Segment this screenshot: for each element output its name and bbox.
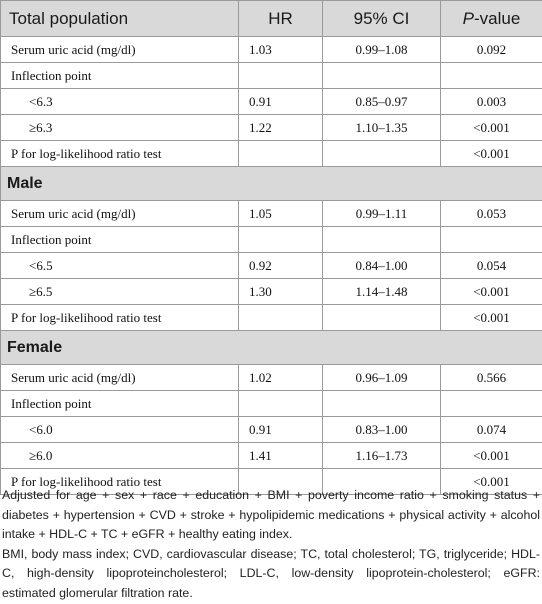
hr-value: 0.91 (239, 417, 323, 443)
hr-value (239, 391, 323, 417)
p-value: 0.074 (441, 417, 542, 443)
row-label: ≥6.5 (1, 279, 239, 305)
hr-value: 1.03 (239, 37, 323, 63)
hr-value (239, 305, 323, 331)
p-value: <0.001 (441, 305, 542, 331)
table-row (1, 417, 542, 443)
row-label: Inflection point (1, 227, 239, 253)
table-row (1, 63, 542, 89)
ci-value: 1.14–1.48 (323, 279, 441, 305)
hr-value: 1.05 (239, 201, 323, 227)
row-label: P for log-likelihood ratio test (1, 141, 239, 167)
p-value: 0.054 (441, 253, 542, 279)
hr-value (239, 141, 323, 167)
section-header-male (1, 167, 542, 201)
section-title: Male (1, 167, 542, 201)
p-value: 0.092 (441, 37, 542, 63)
p-value (441, 63, 542, 89)
table-header-row (1, 1, 542, 37)
table-row (1, 443, 542, 469)
hr-value: 1.22 (239, 115, 323, 141)
row-label: P for log-likelihood ratio test (1, 305, 239, 331)
table-row (1, 115, 542, 141)
ci-value: 0.83–1.00 (323, 417, 441, 443)
hr-value: 0.92 (239, 253, 323, 279)
ci-value: 0.99–1.11 (323, 201, 441, 227)
ci-value (323, 391, 441, 417)
row-label: <6.0 (1, 417, 239, 443)
ci-value: 0.85–0.97 (323, 89, 441, 115)
row-label: <6.3 (1, 89, 239, 115)
header-hr: HR (239, 1, 323, 37)
p-value (441, 227, 542, 253)
table-row (1, 365, 542, 391)
row-label: Inflection point (1, 63, 239, 89)
table-row (1, 141, 542, 167)
hr-value: 1.41 (239, 443, 323, 469)
p-value: <0.001 (441, 469, 542, 495)
ci-value (323, 227, 441, 253)
hr-value: 1.02 (239, 365, 323, 391)
header-p-letter: P (462, 8, 475, 28)
p-value: 0.003 (441, 89, 542, 115)
p-value: <0.001 (441, 443, 542, 469)
row-label: Inflection point (1, 391, 239, 417)
footnote-abbreviations: BMI, body mass index; CVD, cardiovascular disease; TC, total cholesterol; TG, triglyceride; HDL-C, high-density lipoproteincholesterol; LDL-C, low-density lipoprotein-cholesterol; eGFR: estimated glomerular filtration rate. (2, 546, 540, 600)
section-header-female (1, 331, 542, 365)
row-label: Serum uric acid (mg/dl) (1, 201, 239, 227)
row-label: ≥6.3 (1, 115, 239, 141)
p-value: <0.001 (441, 115, 542, 141)
ci-value (323, 141, 441, 167)
section-title: Female (1, 331, 542, 365)
table-row (1, 279, 542, 305)
row-label: ≥6.0 (1, 443, 239, 469)
table-row (1, 201, 542, 227)
hr-value (239, 63, 323, 89)
row-label: Serum uric acid (mg/dl) (1, 37, 239, 63)
table-row (1, 305, 542, 331)
ci-value: 1.10–1.35 (323, 115, 441, 141)
table-row (1, 227, 542, 253)
header-p-value (441, 1, 542, 37)
table-row (1, 37, 542, 63)
ci-value: 0.84–1.00 (323, 253, 441, 279)
footnote-adjusted: Adjusted for age + sex + race + education + BMI + poverty income ratio + smoking status + diabetes + hypertension + CVD + stroke + hypolipidemic medications + physical activity + alcohol intake + HDL-C + TC + eGFR + healthy eating index. (2, 488, 540, 541)
ci-value: 1.16–1.73 (323, 443, 441, 469)
ci-value: 0.99–1.08 (323, 37, 441, 63)
header-p-suffix: -value (474, 8, 521, 28)
table-footnote (2, 486, 540, 603)
row-label: Serum uric acid (mg/dl) (1, 365, 239, 391)
header-total-population: Total population (1, 1, 239, 37)
p-value: <0.001 (441, 279, 542, 305)
ci-value (323, 63, 441, 89)
hr-value (239, 227, 323, 253)
hr-value: 0.91 (239, 89, 323, 115)
table-row (1, 89, 542, 115)
ci-value (323, 305, 441, 331)
p-value: <0.001 (441, 141, 542, 167)
row-label: P for log-likelihood ratio test (1, 469, 239, 495)
table-row (1, 253, 542, 279)
row-label: <6.5 (1, 253, 239, 279)
hr-value: 1.30 (239, 279, 323, 305)
p-value: 0.566 (441, 365, 542, 391)
table-row (1, 391, 542, 417)
p-value (441, 391, 542, 417)
ci-value: 0.96–1.09 (323, 365, 441, 391)
p-value: 0.053 (441, 201, 542, 227)
header-95-ci: 95% CI (323, 1, 441, 37)
